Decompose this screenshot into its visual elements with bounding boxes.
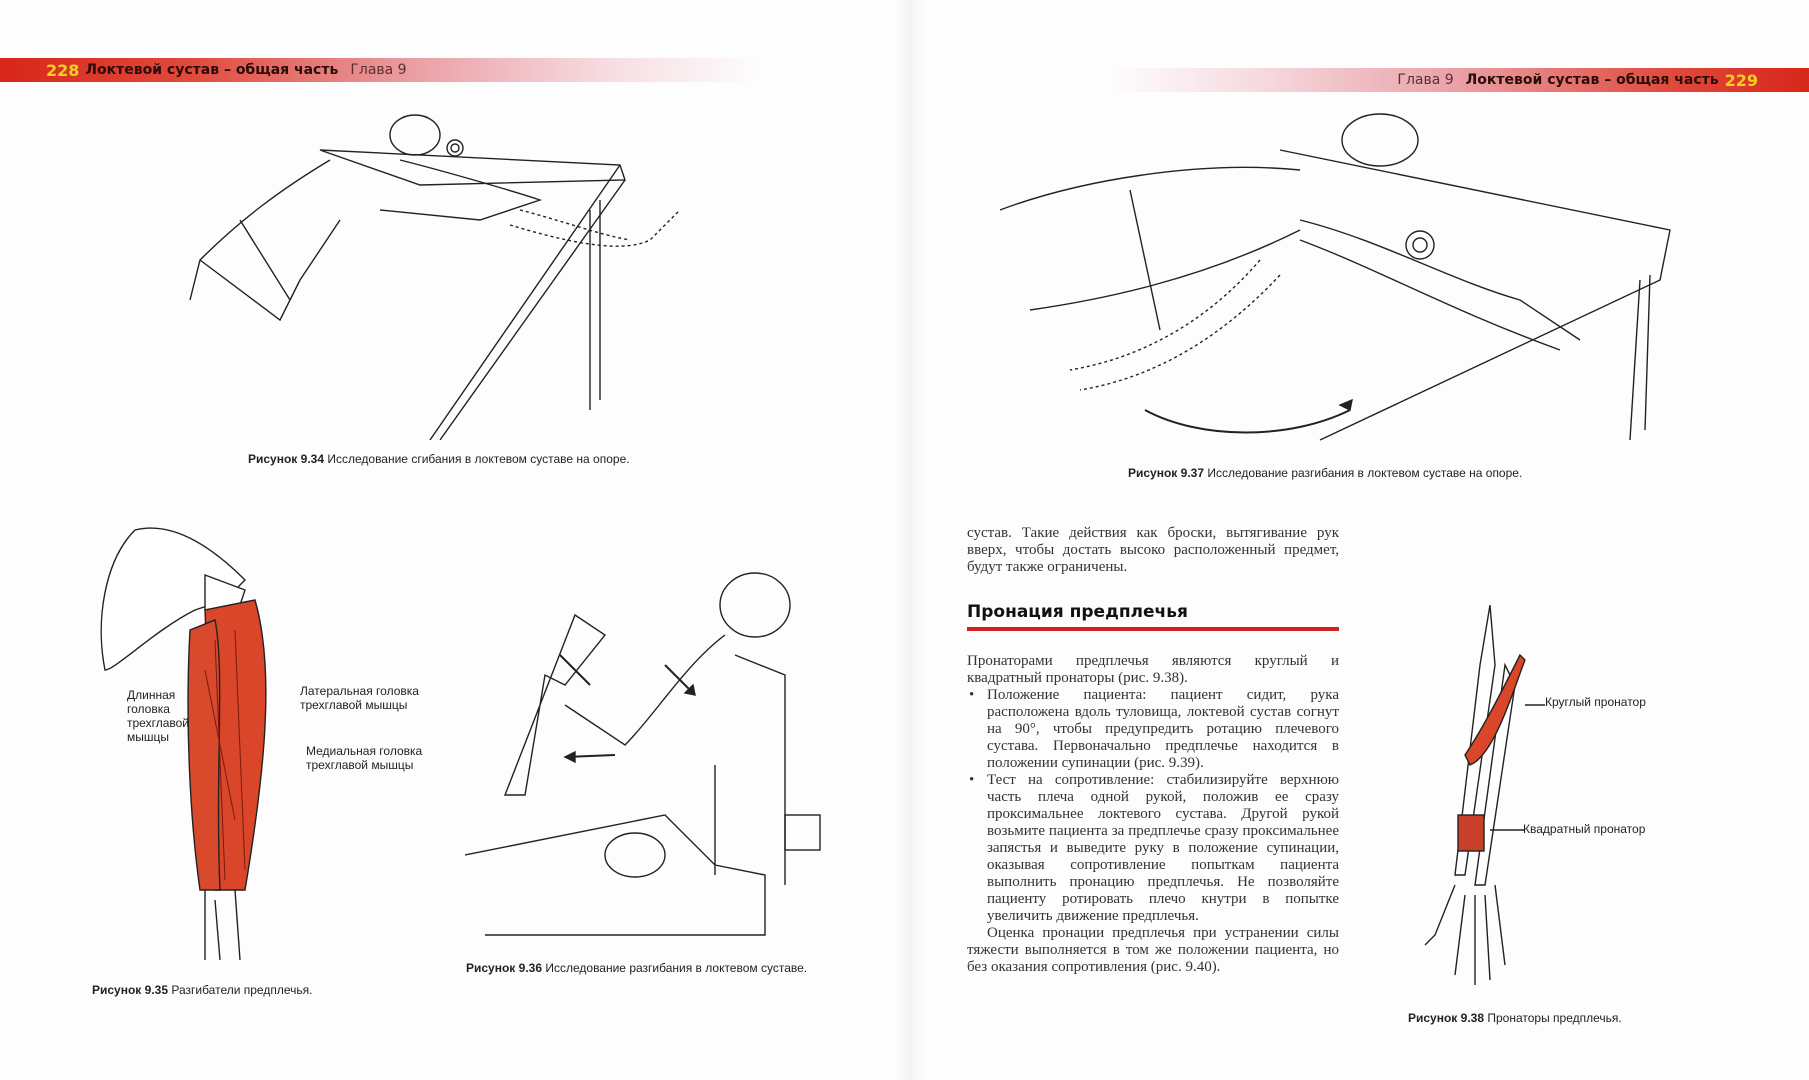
paragraph: Пронаторами предплечья являются круглый и квадратный пронаторы (рис. 9.38). [967, 653, 1339, 686]
label-medial-head: Медиальная головка трехглавой мышцы [306, 744, 423, 772]
figure-9-34-caption: Рисунок 9.34 Исследование сгибания в локтевом суставе на опоре. [248, 452, 630, 466]
label-long-head: Длинная головка трехглавой мышцы [127, 688, 189, 744]
page-number: 228 [46, 60, 80, 80]
section-heading: Пронация предплечья [967, 602, 1188, 622]
chapter-title: Локтевой сустав – общая часть [85, 62, 339, 78]
book-gutter [895, 0, 925, 1080]
label-lateral-head: Латеральная головка трехглавой мышцы [300, 684, 419, 712]
label-pronator-teres: Круглый пронатор [1545, 695, 1646, 709]
list-item: • Положение пациента: пациент сидит, рука расположена вдоль туловища, локтевой сустав согнут на 90°, чтобы предупредить ротацию плечевого сустава. Первоначально предплечье находится в положении супинации (рис. 9.39). [987, 687, 1339, 772]
figure-9-38-caption: Рисунок 9.38 Пронаторы предплечья. [1408, 1011, 1622, 1025]
figure-9-36-caption: Рисунок 9.36 Исследование разгибания в локтевом суставе. [466, 961, 808, 975]
list-item: • Тест на сопротивление: стабилизируйте верхнюю часть плеча одной рукой, положив ее сразу проксимальнее локтевого сустава. Другой рукой возьмите пациента за предплечье сразу проксимальнее запястья и выведите руку в положение супинации, оказывая сопротивление попыткам пациента выполнить пронацию предплечья. Не позволяйте пациенту ротировать плечо кнутри в попытке увеличить движение предплечья. [987, 772, 1339, 925]
running-header-right [1109, 68, 1809, 92]
chapter-title: Локтевой сустав – общая часть [1465, 72, 1719, 88]
figure-9-35-caption: Рисунок 9.35 Разгибатели предплечья. [92, 983, 313, 997]
chapter-label: Глава 9 [1397, 72, 1454, 88]
bullet-list [967, 687, 1339, 925]
page-number: 229 [1724, 70, 1758, 90]
running-header-left [0, 58, 760, 82]
paragraph: Оценка пронации предплечья при устранении силы тяжести выполняется в том же положении пациента, но без оказания сопротивления (рис. 9.40). [967, 925, 1339, 975]
chapter-label: Глава 9 [350, 62, 407, 78]
intro-paragraph: сустав. Такие действия как броски, вытягивание рук вверх, чтобы достать высоко расположенный предмет, будут также ограничены. [967, 525, 1339, 575]
figure-9-38-illustration [1395, 605, 1545, 995]
figure-9-37-illustration [1000, 110, 1690, 450]
heading-rule [967, 627, 1339, 631]
body-text-column [967, 525, 1339, 976]
figure-9-36-illustration [465, 565, 835, 940]
figure-9-34-illustration [180, 100, 740, 440]
figure-9-37-caption: Рисунок 9.37 Исследование разгибания в локтевом суставе на опоре. [1128, 466, 1523, 480]
label-pronator-quadratus: Квадратный пронатор [1523, 822, 1646, 836]
figure-9-35-illustration [95, 520, 295, 970]
